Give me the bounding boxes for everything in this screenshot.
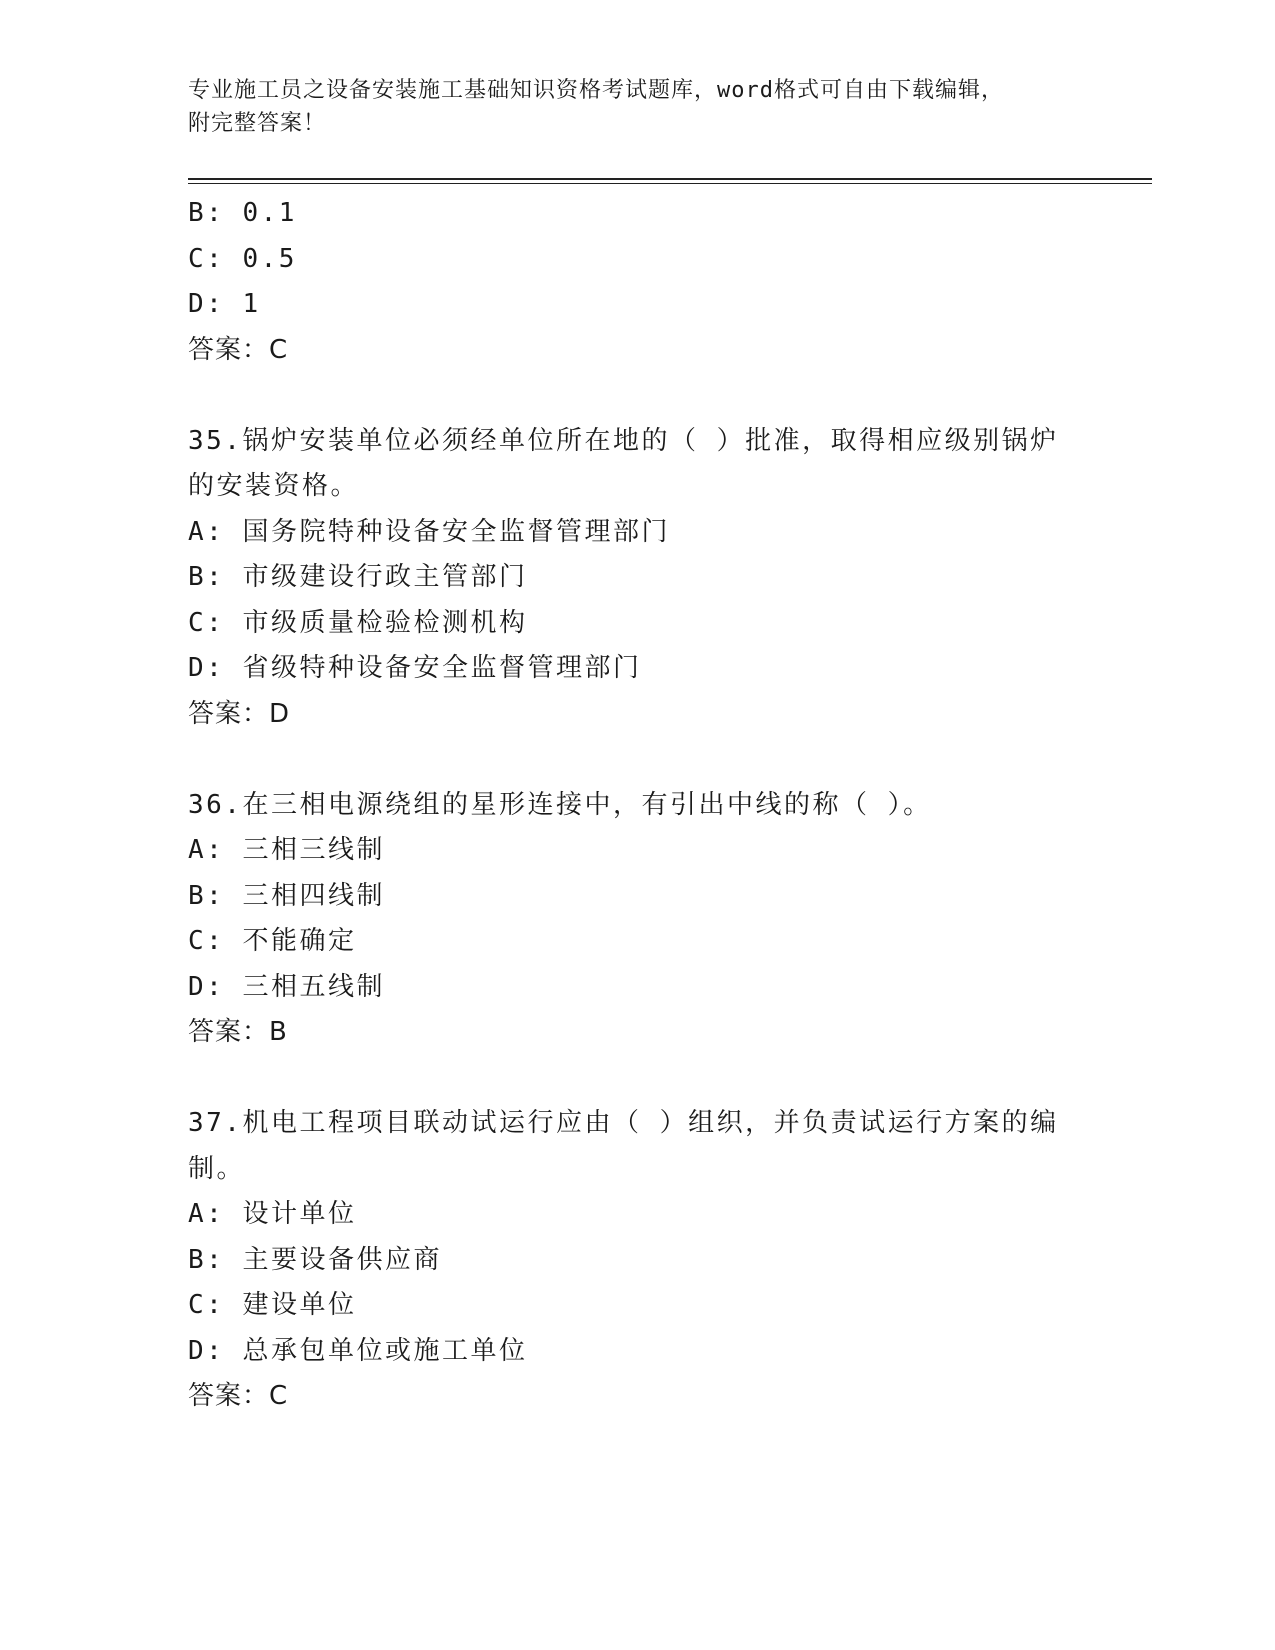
option-d: D: 总承包单位或施工单位 (188, 1335, 528, 1366)
option-d: D: 1 (188, 289, 261, 319)
question-list (188, 191, 1088, 1420)
header-divider-thin (188, 183, 1152, 184)
answer-line: 答案：C (188, 1381, 289, 1411)
document-header (188, 74, 1088, 140)
option-d: D: 三相五线制 (188, 971, 385, 1002)
option-b: B: 主要设备供应商 (188, 1244, 442, 1275)
question-stem-line-2: 的安装资格。 (188, 471, 360, 501)
option-c: C: 0.5 (188, 243, 297, 274)
option-a: A: 设计单位 (188, 1199, 357, 1229)
question-stem-line-1: 37.机电工程项目联动试运行应由（ ）组织，并负责试运行方案的编 (188, 1108, 1059, 1138)
option-c: C: 不能确定 (188, 926, 357, 956)
option-a: A: 三相三线制 (188, 835, 385, 865)
answer-line: 答案：D (188, 698, 291, 729)
header-line-1: 专业施工员之设备安装施工基础知识资格考试题库，word格式可自由下载编辑， (188, 78, 1004, 103)
question-36 (188, 783, 1088, 1056)
option-b: B: 三相四线制 (188, 880, 385, 911)
option-b: B: 0.1 (188, 198, 297, 228)
spacer (188, 737, 1088, 783)
spacer (188, 373, 1088, 419)
question-35 (188, 419, 1088, 738)
answer-line: 答案：C (188, 334, 289, 365)
answer-line: 答案：B (188, 1017, 288, 1047)
question-37 (188, 1101, 1088, 1420)
question-stem-line-1: 36.在三相电源绕组的星形连接中，有引出中线的称（ ）。 (188, 789, 932, 820)
question-34 (188, 191, 1088, 373)
question-stem-line-1: 35.锅炉安装单位必须经单位所在地的（ ）批准，取得相应级别锅炉 (188, 425, 1059, 456)
option-b: B: 市级建设行政主管部门 (188, 562, 528, 592)
spacer (188, 1056, 1088, 1102)
header-line-2: 附完整答案！ (188, 111, 327, 136)
header-divider-thick (188, 178, 1152, 180)
option-d: D: 省级特种设备安全监督管理部门 (188, 653, 642, 683)
question-stem-line-2: 制。 (188, 1153, 246, 1184)
option-c: C: 建设单位 (188, 1290, 357, 1320)
option-c: C: 市级质量检验检测机构 (188, 607, 528, 638)
option-a: A: 国务院特种设备安全监督管理部门 (188, 516, 670, 547)
